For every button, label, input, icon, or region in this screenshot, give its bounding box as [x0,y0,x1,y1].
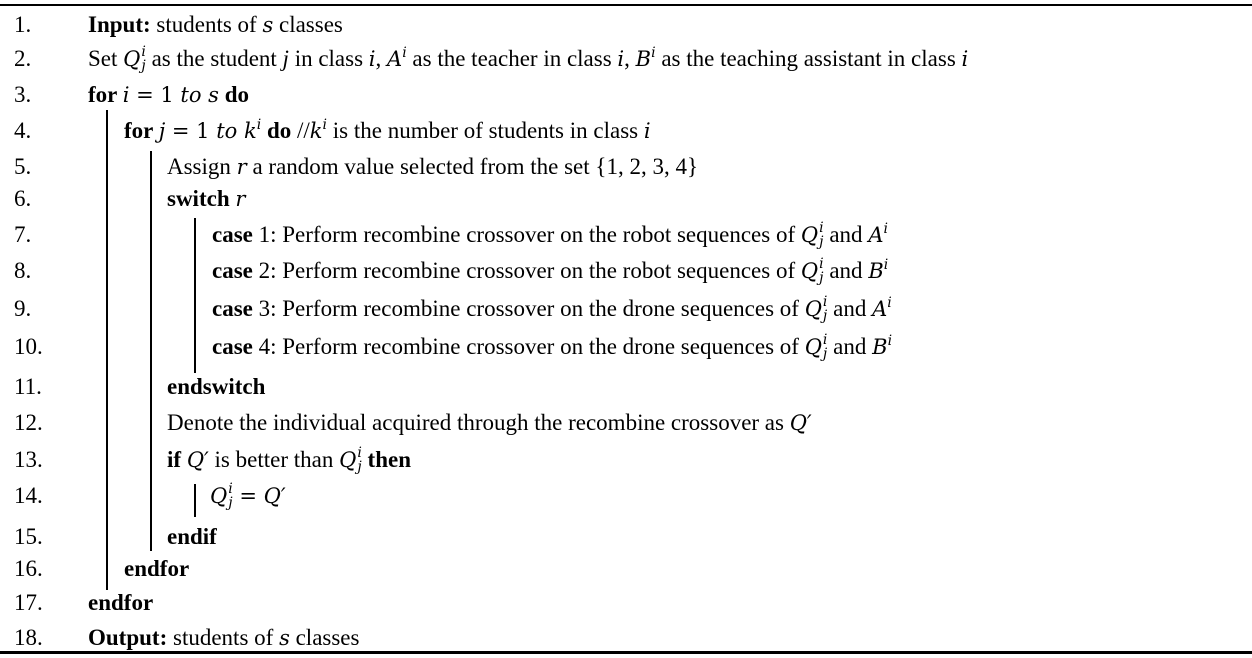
line-number: 17. [14,590,43,615]
line-text [167,150,698,184]
math-symbol: $B^i$ [635,45,656,71]
algorithm-line [0,621,1252,655]
math-symbol: Q i j [800,219,824,250]
math-text: = 1 [129,83,181,107]
line-text [88,42,968,76]
line-text [88,586,153,620]
line-text [212,218,888,252]
text-run: is the number of students in class [327,118,644,143]
math-var: to s [180,83,219,107]
math-symbol: Q i j [339,444,362,475]
text-run: is better than [208,447,340,472]
algorithm-line [0,552,1252,586]
math-symbol: $k^i$ [243,117,262,143]
text-run: 2: Perform recombine crossover on the robot sequences of [252,258,801,283]
keyword: if [167,447,187,472]
keyword: endswitch [167,374,266,399]
line-text [167,406,812,440]
line-text [167,443,411,477]
keyword: endfor [124,556,190,581]
line-text [88,621,359,655]
math-text: = [232,484,264,508]
algorithm-line [0,8,1252,42]
text-run: , [375,46,388,71]
text-run: Denote the individual acquired through the recombine crossover as [167,410,790,435]
math-symbol: Q i j [123,43,146,74]
line-number: 9. [14,296,32,321]
algorithm-line [0,520,1252,554]
algorithm-line [0,114,1252,148]
math-symbol: Q i j [804,293,828,324]
text-run: and [823,222,869,247]
text-run: // [291,118,310,143]
math-text [237,119,244,143]
keyword: do [218,82,249,107]
math-var: i [961,47,969,71]
line-number: 1. [14,12,32,37]
line-number: 12. [14,410,43,435]
indent-bar-if [194,484,196,517]
table-bottom-rule [0,651,1252,654]
keyword: case [212,296,253,321]
keyword: endif [167,524,217,549]
line-text [167,370,265,404]
line-number: 6. [14,186,32,211]
text-run: as the student [145,46,283,71]
keyword: for [88,82,123,107]
math-symbol: Q i j [210,480,233,511]
text-run: Set [88,46,124,71]
math-var: Q′ [263,484,286,508]
line-text [124,552,189,586]
line-number: 8. [14,258,32,283]
math-symbol: Q i j [800,255,824,286]
line-number: 5. [14,154,32,179]
text-run: and [823,258,869,283]
indent-bar-for-i [106,110,108,590]
text-run: as the teaching assistant in class [655,46,962,71]
line-text [212,254,888,288]
math-symbol: Q i j [804,331,828,362]
text-run: a random value selected from the set {1, 2, 3, 4} [246,154,698,179]
algorithm-line [0,292,1252,326]
algorithm-line [0,370,1252,404]
line-text [212,292,892,326]
algorithm-line [0,479,1252,513]
math-var: to [216,119,238,143]
line-number: 14. [14,483,43,508]
indent-bar-switch [194,218,196,373]
line-number: 2. [14,46,32,71]
text-run: 1: Perform recombine crossover on the robot sequences of [252,222,801,247]
text-run: students of [167,625,280,650]
text-run: classes [289,625,360,650]
italic-var: j [282,46,289,71]
math-var: r [236,155,247,179]
algorithm-line [0,182,1252,216]
line-number: 4. [14,118,32,143]
math-symbol: $B^i$ [868,257,889,283]
math-var: Q′ [789,411,812,435]
keyword: endfor [88,590,154,615]
keyword: for [124,118,159,143]
math-symbol: $A^i$ [868,221,888,247]
line-text [124,114,651,148]
keyword: case [212,334,253,359]
line-text [210,479,286,513]
line-text [167,520,217,554]
math-symbol: $B^i$ [872,333,893,359]
algorithm-line [0,42,1252,76]
math-symbol: $k^i$ [309,117,327,143]
algorithm-line [0,586,1252,620]
text-run: in class [288,46,369,71]
line-number: 11. [14,374,42,399]
math-var: r [235,187,246,211]
algorithm-line [0,330,1252,364]
table-top-rule [0,4,1252,6]
math-var: i [122,83,130,107]
text-run: as the teacher in class [406,46,618,71]
indent-bar-for-j [150,151,152,551]
keyword: Output: [88,625,168,650]
keyword: do [261,118,292,143]
keyword: case [212,258,253,283]
keyword: then [361,447,411,472]
algorithm-line [0,406,1252,440]
text-run: 4: Perform recombine crossover on the drone sequences of [252,334,805,359]
line-text [167,182,245,216]
text-run: classes [273,12,343,37]
math-var: s [262,13,274,37]
algorithm-line [0,218,1252,252]
line-number: 7. [14,222,32,247]
line-number: 18. [14,625,43,650]
math-text: = 1 [165,119,217,143]
line-text [88,78,249,112]
text-run: Assign [167,154,237,179]
text-run: and [827,296,873,321]
keyword: Input: [88,12,151,37]
math-var: s [279,626,290,650]
math-var: Q′ [186,448,209,472]
line-number: 13. [14,447,43,472]
algorithm-line [0,254,1252,288]
line-text [88,8,343,42]
math-var: i [617,47,625,71]
algorithm-line [0,443,1252,477]
math-var: i [368,47,376,71]
algorithm-line [0,78,1252,112]
line-number: 3. [14,82,32,107]
math-symbol: $A^i$ [872,295,892,321]
line-text [212,330,892,364]
keyword: switch [167,186,230,211]
keyword: case [212,222,253,247]
text-run: and [827,334,873,359]
line-number: 15. [14,524,43,549]
algorithm-line [0,150,1252,184]
text-run: 3: Perform recombine crossover on the drone sequences of [252,296,805,321]
line-number: 16. [14,556,43,581]
line-number: 10. [14,334,43,359]
math-symbol: $A^i$ [387,45,407,71]
math-var: i [643,119,651,143]
text-run: students of [150,12,263,37]
text-run: , [624,46,636,71]
math-var: j [158,119,166,143]
